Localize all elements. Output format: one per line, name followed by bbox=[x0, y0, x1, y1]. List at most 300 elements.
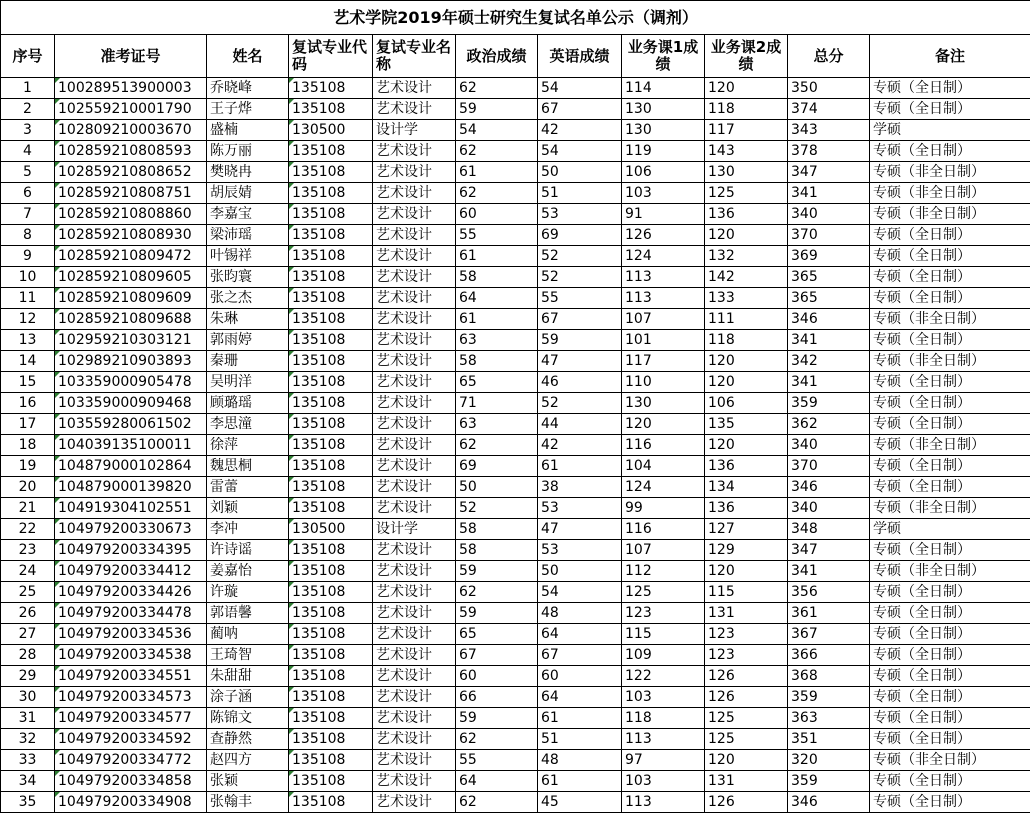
major-code: 135108 bbox=[289, 561, 373, 582]
row-index: 34 bbox=[1, 771, 55, 792]
student-name: 雷蕾 bbox=[207, 477, 289, 498]
remark: 专硕（全日制） bbox=[870, 582, 1030, 603]
major-code: 135108 bbox=[289, 414, 373, 435]
row-index: 24 bbox=[1, 561, 55, 582]
course1-score: 115 bbox=[622, 624, 705, 645]
course2-score: 127 bbox=[705, 519, 788, 540]
total-score: 343 bbox=[788, 120, 870, 141]
total-score: 363 bbox=[788, 708, 870, 729]
major-code: 135108 bbox=[289, 393, 373, 414]
ticket-number: 104979200334426 bbox=[55, 582, 207, 603]
table-row bbox=[1, 498, 1030, 519]
politics-score: 59 bbox=[456, 99, 538, 120]
remark: 专硕（全日制） bbox=[870, 603, 1030, 624]
english-score: 38 bbox=[538, 477, 622, 498]
english-score: 53 bbox=[538, 498, 622, 519]
ticket-number: 104039135100011 bbox=[55, 435, 207, 456]
course2-score: 118 bbox=[705, 99, 788, 120]
course2-score: 125 bbox=[705, 708, 788, 729]
student-name: 查静然 bbox=[207, 729, 289, 750]
total-score: 359 bbox=[788, 687, 870, 708]
remark: 专硕（全日制） bbox=[870, 624, 1030, 645]
row-index: 10 bbox=[1, 267, 55, 288]
english-score: 52 bbox=[538, 246, 622, 267]
major-name: 艺术设计 bbox=[373, 687, 456, 708]
ticket-number: 102959210303121 bbox=[55, 330, 207, 351]
politics-score: 60 bbox=[456, 666, 538, 687]
total-score: 366 bbox=[788, 645, 870, 666]
col-header-english: 英语成绩 bbox=[538, 35, 622, 78]
major-name: 艺术设计 bbox=[373, 393, 456, 414]
course2-score: 120 bbox=[705, 78, 788, 99]
major-code: 135108 bbox=[289, 183, 373, 204]
ticket-number: 104979200334908 bbox=[55, 792, 207, 813]
major-name: 艺术设计 bbox=[373, 414, 456, 435]
course2-score: 120 bbox=[705, 750, 788, 771]
major-code: 135108 bbox=[289, 78, 373, 99]
course1-score: 103 bbox=[622, 771, 705, 792]
english-score: 53 bbox=[538, 204, 622, 225]
row-index: 17 bbox=[1, 414, 55, 435]
politics-score: 61 bbox=[456, 162, 538, 183]
col-header-major-code: 复试专业代码 bbox=[289, 35, 373, 78]
student-name: 郭语馨 bbox=[207, 603, 289, 624]
major-name: 艺术设计 bbox=[373, 666, 456, 687]
major-code: 135108 bbox=[289, 666, 373, 687]
major-name: 艺术设计 bbox=[373, 351, 456, 372]
politics-score: 59 bbox=[456, 708, 538, 729]
course1-score: 122 bbox=[622, 666, 705, 687]
student-name: 樊晓冉 bbox=[207, 162, 289, 183]
course2-score: 125 bbox=[705, 183, 788, 204]
student-name: 王子烨 bbox=[207, 99, 289, 120]
table-row bbox=[1, 120, 1030, 141]
english-score: 55 bbox=[538, 288, 622, 309]
student-name: 郭雨婷 bbox=[207, 330, 289, 351]
header-row bbox=[1, 35, 1030, 78]
total-score: 369 bbox=[788, 246, 870, 267]
total-score: 370 bbox=[788, 225, 870, 246]
row-index: 32 bbox=[1, 729, 55, 750]
total-score: 340 bbox=[788, 204, 870, 225]
remark: 专硕（全日制） bbox=[870, 456, 1030, 477]
total-score: 341 bbox=[788, 372, 870, 393]
table-row bbox=[1, 456, 1030, 477]
ticket-number: 103359000909468 bbox=[55, 393, 207, 414]
total-score: 370 bbox=[788, 456, 870, 477]
major-name: 艺术设计 bbox=[373, 498, 456, 519]
total-score: 361 bbox=[788, 603, 870, 624]
student-name: 吴明洋 bbox=[207, 372, 289, 393]
major-name: 艺术设计 bbox=[373, 435, 456, 456]
remark: 专硕（全日制） bbox=[870, 414, 1030, 435]
ticket-number: 102859210808930 bbox=[55, 225, 207, 246]
row-index: 22 bbox=[1, 519, 55, 540]
major-code: 135108 bbox=[289, 498, 373, 519]
english-score: 42 bbox=[538, 435, 622, 456]
row-index: 26 bbox=[1, 603, 55, 624]
row-index: 21 bbox=[1, 498, 55, 519]
remark: 学硕 bbox=[870, 120, 1030, 141]
ticket-number: 104979200334536 bbox=[55, 624, 207, 645]
total-score: 359 bbox=[788, 393, 870, 414]
remark: 学硕 bbox=[870, 519, 1030, 540]
english-score: 61 bbox=[538, 708, 622, 729]
major-code: 135108 bbox=[289, 267, 373, 288]
course1-score: 120 bbox=[622, 414, 705, 435]
politics-score: 59 bbox=[456, 603, 538, 624]
student-name: 张昀寰 bbox=[207, 267, 289, 288]
ticket-number: 102989210903893 bbox=[55, 351, 207, 372]
ticket-number: 102859210808593 bbox=[55, 141, 207, 162]
student-name: 张翰丰 bbox=[207, 792, 289, 813]
course2-score: 125 bbox=[705, 729, 788, 750]
english-score: 50 bbox=[538, 561, 622, 582]
politics-score: 58 bbox=[456, 540, 538, 561]
course2-score: 136 bbox=[705, 204, 788, 225]
remark: 专硕（全日制） bbox=[870, 99, 1030, 120]
major-code: 135108 bbox=[289, 288, 373, 309]
student-name: 叶锡祥 bbox=[207, 246, 289, 267]
ticket-number: 104979200334412 bbox=[55, 561, 207, 582]
total-score: 367 bbox=[788, 624, 870, 645]
row-index: 29 bbox=[1, 666, 55, 687]
major-code: 135108 bbox=[289, 456, 373, 477]
table-row bbox=[1, 183, 1030, 204]
major-code: 135108 bbox=[289, 141, 373, 162]
student-name: 李冲 bbox=[207, 519, 289, 540]
english-score: 48 bbox=[538, 603, 622, 624]
row-index: 31 bbox=[1, 708, 55, 729]
ticket-number: 104979200334478 bbox=[55, 603, 207, 624]
course2-score: 136 bbox=[705, 498, 788, 519]
col-header-remark: 备注 bbox=[870, 35, 1030, 78]
major-code: 135108 bbox=[289, 729, 373, 750]
english-score: 44 bbox=[538, 414, 622, 435]
english-score: 46 bbox=[538, 372, 622, 393]
total-score: 365 bbox=[788, 267, 870, 288]
student-name: 秦珊 bbox=[207, 351, 289, 372]
student-name: 刘颖 bbox=[207, 498, 289, 519]
major-name: 艺术设计 bbox=[373, 771, 456, 792]
course1-score: 113 bbox=[622, 288, 705, 309]
row-index: 4 bbox=[1, 141, 55, 162]
ticket-number: 100289513900003 bbox=[55, 78, 207, 99]
remark: 专硕（全日制） bbox=[870, 792, 1030, 813]
remark: 专硕（非全日制） bbox=[870, 162, 1030, 183]
english-score: 67 bbox=[538, 309, 622, 330]
row-index: 33 bbox=[1, 750, 55, 771]
english-score: 67 bbox=[538, 99, 622, 120]
ticket-number: 104979200330673 bbox=[55, 519, 207, 540]
ticket-number: 104979200334772 bbox=[55, 750, 207, 771]
major-name: 艺术设计 bbox=[373, 99, 456, 120]
english-score: 61 bbox=[538, 771, 622, 792]
title-row bbox=[1, 1, 1030, 35]
course1-score: 118 bbox=[622, 708, 705, 729]
student-name: 李思潼 bbox=[207, 414, 289, 435]
total-score: 341 bbox=[788, 183, 870, 204]
english-score: 53 bbox=[538, 540, 622, 561]
table-row bbox=[1, 477, 1030, 498]
major-name: 设计学 bbox=[373, 519, 456, 540]
col-header-major-name: 复试专业名称 bbox=[373, 35, 456, 78]
politics-score: 65 bbox=[456, 372, 538, 393]
table-row bbox=[1, 99, 1030, 120]
student-name: 朱琳 bbox=[207, 309, 289, 330]
table-row bbox=[1, 141, 1030, 162]
major-code: 130500 bbox=[289, 120, 373, 141]
course2-score: 120 bbox=[705, 435, 788, 456]
major-code: 135108 bbox=[289, 792, 373, 813]
remark: 专硕（全日制） bbox=[870, 477, 1030, 498]
total-score: 340 bbox=[788, 435, 870, 456]
major-name: 艺术设计 bbox=[373, 792, 456, 813]
course1-score: 114 bbox=[622, 78, 705, 99]
course2-score: 115 bbox=[705, 582, 788, 603]
course2-score: 134 bbox=[705, 477, 788, 498]
major-name: 艺术设计 bbox=[373, 540, 456, 561]
english-score: 47 bbox=[538, 519, 622, 540]
major-name: 艺术设计 bbox=[373, 624, 456, 645]
student-name: 乔晓峰 bbox=[207, 78, 289, 99]
major-code: 135108 bbox=[289, 351, 373, 372]
course2-score: 126 bbox=[705, 666, 788, 687]
major-name: 艺术设计 bbox=[373, 183, 456, 204]
course1-score: 99 bbox=[622, 498, 705, 519]
remark: 专硕（非全日制） bbox=[870, 183, 1030, 204]
total-score: 356 bbox=[788, 582, 870, 603]
english-score: 67 bbox=[538, 645, 622, 666]
total-score: 342 bbox=[788, 351, 870, 372]
remark: 专硕（全日制） bbox=[870, 330, 1030, 351]
major-code: 135108 bbox=[289, 708, 373, 729]
politics-score: 62 bbox=[456, 78, 538, 99]
course1-score: 116 bbox=[622, 435, 705, 456]
student-name: 陈锦文 bbox=[207, 708, 289, 729]
major-code: 135108 bbox=[289, 624, 373, 645]
major-code: 135108 bbox=[289, 645, 373, 666]
col-header-course2: 业务课2成绩 bbox=[705, 35, 788, 78]
major-code: 135108 bbox=[289, 225, 373, 246]
table-row bbox=[1, 729, 1030, 750]
ticket-number: 104979200334538 bbox=[55, 645, 207, 666]
table-row bbox=[1, 624, 1030, 645]
course2-score: 117 bbox=[705, 120, 788, 141]
english-score: 54 bbox=[538, 582, 622, 603]
row-index: 30 bbox=[1, 687, 55, 708]
table-row bbox=[1, 540, 1030, 561]
major-code: 135108 bbox=[289, 603, 373, 624]
ticket-number: 103559280061502 bbox=[55, 414, 207, 435]
student-name: 盛楠 bbox=[207, 120, 289, 141]
row-index: 3 bbox=[1, 120, 55, 141]
row-index: 9 bbox=[1, 246, 55, 267]
course2-score: 120 bbox=[705, 561, 788, 582]
row-index: 2 bbox=[1, 99, 55, 120]
remark: 专硕（非全日制） bbox=[870, 435, 1030, 456]
major-name: 艺术设计 bbox=[373, 288, 456, 309]
major-code: 135108 bbox=[289, 687, 373, 708]
course1-score: 125 bbox=[622, 582, 705, 603]
table-row bbox=[1, 750, 1030, 771]
major-code: 135108 bbox=[289, 771, 373, 792]
english-score: 48 bbox=[538, 750, 622, 771]
row-index: 1 bbox=[1, 78, 55, 99]
major-name: 艺术设计 bbox=[373, 603, 456, 624]
major-name: 艺术设计 bbox=[373, 645, 456, 666]
course2-score: 120 bbox=[705, 372, 788, 393]
remark: 专硕（全日制） bbox=[870, 141, 1030, 162]
table-row bbox=[1, 78, 1030, 99]
major-name: 艺术设计 bbox=[373, 582, 456, 603]
row-index: 7 bbox=[1, 204, 55, 225]
remark: 专硕（非全日制） bbox=[870, 204, 1030, 225]
politics-score: 61 bbox=[456, 309, 538, 330]
student-name: 涂子涵 bbox=[207, 687, 289, 708]
major-name: 艺术设计 bbox=[373, 204, 456, 225]
english-score: 64 bbox=[538, 624, 622, 645]
course2-score: 136 bbox=[705, 456, 788, 477]
table-row bbox=[1, 246, 1030, 267]
remark: 专硕（全日制） bbox=[870, 771, 1030, 792]
course2-score: 143 bbox=[705, 141, 788, 162]
remark: 专硕（非全日制） bbox=[870, 351, 1030, 372]
major-name: 艺术设计 bbox=[373, 477, 456, 498]
row-index: 27 bbox=[1, 624, 55, 645]
row-index: 23 bbox=[1, 540, 55, 561]
ticket-number: 103359000905478 bbox=[55, 372, 207, 393]
major-code: 135108 bbox=[289, 330, 373, 351]
major-code: 135108 bbox=[289, 435, 373, 456]
politics-score: 50 bbox=[456, 477, 538, 498]
course1-score: 101 bbox=[622, 330, 705, 351]
english-score: 47 bbox=[538, 351, 622, 372]
remark: 专硕（全日制） bbox=[870, 225, 1030, 246]
remark: 专硕（非全日制） bbox=[870, 750, 1030, 771]
politics-score: 58 bbox=[456, 267, 538, 288]
row-index: 35 bbox=[1, 792, 55, 813]
course2-score: 123 bbox=[705, 645, 788, 666]
table-row bbox=[1, 666, 1030, 687]
total-score: 346 bbox=[788, 309, 870, 330]
english-score: 64 bbox=[538, 687, 622, 708]
major-name: 艺术设计 bbox=[373, 225, 456, 246]
major-code: 135108 bbox=[289, 477, 373, 498]
row-index: 18 bbox=[1, 435, 55, 456]
major-name: 艺术设计 bbox=[373, 456, 456, 477]
course2-score: 111 bbox=[705, 309, 788, 330]
major-code: 135108 bbox=[289, 246, 373, 267]
english-score: 69 bbox=[538, 225, 622, 246]
col-header-name: 姓名 bbox=[207, 35, 289, 78]
total-score: 347 bbox=[788, 540, 870, 561]
row-index: 8 bbox=[1, 225, 55, 246]
total-score: 348 bbox=[788, 519, 870, 540]
table-row bbox=[1, 771, 1030, 792]
politics-score: 62 bbox=[456, 792, 538, 813]
table-row bbox=[1, 519, 1030, 540]
politics-score: 58 bbox=[456, 519, 538, 540]
course2-score: 135 bbox=[705, 414, 788, 435]
english-score: 50 bbox=[538, 162, 622, 183]
major-code: 135108 bbox=[289, 372, 373, 393]
table-row bbox=[1, 603, 1030, 624]
politics-score: 64 bbox=[456, 771, 538, 792]
ticket-number: 102559210001790 bbox=[55, 99, 207, 120]
english-score: 42 bbox=[538, 120, 622, 141]
total-score: 340 bbox=[788, 498, 870, 519]
table-row bbox=[1, 225, 1030, 246]
course2-score: 132 bbox=[705, 246, 788, 267]
major-name: 艺术设计 bbox=[373, 330, 456, 351]
course1-score: 112 bbox=[622, 561, 705, 582]
ticket-number: 104879000139820 bbox=[55, 477, 207, 498]
remark: 专硕（全日制） bbox=[870, 267, 1030, 288]
course1-score: 119 bbox=[622, 141, 705, 162]
table-row bbox=[1, 267, 1030, 288]
politics-score: 71 bbox=[456, 393, 538, 414]
remark: 专硕（全日制） bbox=[870, 687, 1030, 708]
table-row bbox=[1, 792, 1030, 813]
total-score: 347 bbox=[788, 162, 870, 183]
major-name: 艺术设计 bbox=[373, 246, 456, 267]
course2-score: 130 bbox=[705, 162, 788, 183]
course1-score: 106 bbox=[622, 162, 705, 183]
politics-score: 66 bbox=[456, 687, 538, 708]
student-name: 陈万丽 bbox=[207, 141, 289, 162]
ticket-number: 102859210809605 bbox=[55, 267, 207, 288]
major-code: 130500 bbox=[289, 519, 373, 540]
table-row bbox=[1, 561, 1030, 582]
ticket-number: 104979200334573 bbox=[55, 687, 207, 708]
politics-score: 62 bbox=[456, 582, 538, 603]
course1-score: 113 bbox=[622, 267, 705, 288]
row-index: 5 bbox=[1, 162, 55, 183]
col-header-total: 总分 bbox=[788, 35, 870, 78]
politics-score: 64 bbox=[456, 288, 538, 309]
table-row bbox=[1, 582, 1030, 603]
course1-score: 113 bbox=[622, 792, 705, 813]
row-index: 11 bbox=[1, 288, 55, 309]
student-name: 许诗谣 bbox=[207, 540, 289, 561]
table-row bbox=[1, 393, 1030, 414]
politics-score: 69 bbox=[456, 456, 538, 477]
row-index: 12 bbox=[1, 309, 55, 330]
politics-score: 55 bbox=[456, 750, 538, 771]
course1-score: 110 bbox=[622, 372, 705, 393]
english-score: 60 bbox=[538, 666, 622, 687]
row-index: 19 bbox=[1, 456, 55, 477]
table-row bbox=[1, 351, 1030, 372]
total-score: 346 bbox=[788, 477, 870, 498]
english-score: 51 bbox=[538, 729, 622, 750]
table-row bbox=[1, 162, 1030, 183]
politics-score: 59 bbox=[456, 561, 538, 582]
politics-score: 52 bbox=[456, 498, 538, 519]
ticket-number: 102859210809609 bbox=[55, 288, 207, 309]
table-row bbox=[1, 435, 1030, 456]
total-score: 341 bbox=[788, 561, 870, 582]
remark: 专硕（全日制） bbox=[870, 78, 1030, 99]
total-score: 362 bbox=[788, 414, 870, 435]
total-score: 350 bbox=[788, 78, 870, 99]
student-name: 梁沛瑶 bbox=[207, 225, 289, 246]
course2-score: 118 bbox=[705, 330, 788, 351]
ticket-number: 104919304102551 bbox=[55, 498, 207, 519]
ticket-number: 104979200334395 bbox=[55, 540, 207, 561]
major-name: 设计学 bbox=[373, 120, 456, 141]
